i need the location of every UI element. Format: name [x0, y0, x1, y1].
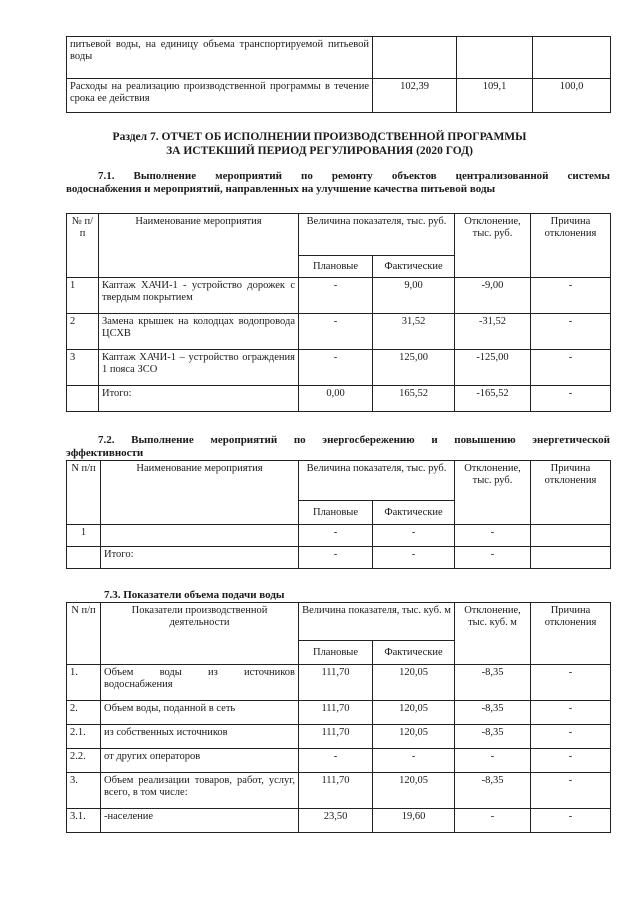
- paragraph-line: эффективности: [66, 447, 144, 459]
- header-reason: Причина отклонения: [531, 214, 611, 278]
- row-name: -население: [101, 809, 299, 833]
- row-deviation: -: [455, 809, 531, 833]
- top-table: [66, 36, 611, 113]
- header-deviation: Отклонение, тыс. руб.: [455, 214, 531, 278]
- row-label: Расходы на реализацию производственной программы в течение срока ее действия: [67, 79, 373, 113]
- row-plan: -: [299, 278, 373, 314]
- row-num: 1: [67, 278, 99, 314]
- row-reason: -: [531, 725, 611, 749]
- row-plan: 111,70: [299, 773, 373, 809]
- row-reason: -: [531, 386, 611, 412]
- table-header-row: [67, 603, 611, 641]
- header-num: N п/п: [67, 461, 101, 525]
- row-plan: -: [299, 350, 373, 386]
- row-name: Объем реализации товаров, работ, услуг, всего, в том числе:: [101, 773, 299, 809]
- header-name: Показатели производственной деятельности: [101, 603, 299, 665]
- subsection-7-1-heading: [66, 170, 610, 196]
- row-fact: 120,05: [373, 773, 455, 809]
- row-deviation: -125,00: [455, 350, 531, 386]
- subsection-7-2-heading: [66, 434, 610, 460]
- paragraph-line: 7.2. Выполнение мероприятий по энергосбережению и повышению энергетической: [98, 434, 610, 446]
- row-reason: -: [531, 278, 611, 314]
- table-row: [67, 525, 611, 547]
- energy-saving-table: [66, 460, 611, 569]
- row-name: из собственных источников: [101, 725, 299, 749]
- row-reason: [531, 547, 611, 569]
- row-num: 2.2.: [67, 749, 101, 773]
- row-reason: -: [531, 749, 611, 773]
- table-row: [67, 278, 611, 314]
- row-fact: 9,00: [373, 278, 455, 314]
- row-fact: 120,05: [373, 665, 455, 701]
- row-deviation: -8,35: [455, 701, 531, 725]
- row-name: Объем воды, поданной в сеть: [101, 701, 299, 725]
- row-name: Объем воды из источников водоснабжения: [101, 665, 299, 701]
- table-row: [67, 725, 611, 749]
- row-plan: -: [299, 749, 373, 773]
- row-name: от других операторов: [101, 749, 299, 773]
- row-num: 1.: [67, 665, 101, 701]
- header-num: № п/п: [67, 214, 99, 278]
- header-reason: Причина отклонения: [531, 461, 611, 525]
- row-deviation: -8,35: [455, 773, 531, 809]
- water-supply-table: [66, 602, 611, 833]
- table-row: [67, 809, 611, 833]
- row-fact: -: [373, 547, 455, 569]
- header-num: N п/п: [67, 603, 101, 665]
- header-plan: Плановые: [299, 501, 373, 525]
- header-value: Величина показателя, тыс. руб.: [299, 214, 455, 256]
- table-row: [67, 350, 611, 386]
- row-num: 2.: [67, 701, 101, 725]
- row-num: 3.1.: [67, 809, 101, 833]
- table-total-row: [67, 547, 611, 569]
- row-num: [67, 547, 101, 569]
- row-reason: -: [531, 350, 611, 386]
- value-cell: [457, 37, 533, 79]
- repair-measures-table: [66, 213, 611, 412]
- row-reason: -: [531, 809, 611, 833]
- table-row: [67, 314, 611, 350]
- header-value: Величина показателя, тыс. руб.: [299, 461, 455, 501]
- row-plan: 111,70: [299, 665, 373, 701]
- row-deviation: -9,00: [455, 278, 531, 314]
- row-plan: -: [299, 314, 373, 350]
- row-plan: 23,50: [299, 809, 373, 833]
- row-reason: -: [531, 773, 611, 809]
- paragraph-line: 7.3. Показатели объема подачи воды: [104, 589, 285, 601]
- table-header-row: [67, 461, 611, 501]
- paragraph-line: 7.1. Выполнение мероприятий по ремонту объектов централизованной системы: [98, 170, 610, 182]
- row-fact: 165,52: [373, 386, 455, 412]
- table-row: [67, 773, 611, 809]
- row-fact: -: [373, 749, 455, 773]
- paragraph-line: водоснабжения и мероприятий, направленных на улучшение качества питьевой воды: [66, 183, 496, 195]
- table-row: [67, 701, 611, 725]
- header-fact: Фактические: [373, 641, 455, 665]
- row-fact: 120,05: [373, 725, 455, 749]
- row-plan: 111,70: [299, 725, 373, 749]
- row-plan: -: [299, 547, 373, 569]
- row-plan: -: [299, 525, 373, 547]
- row-fact: -: [373, 525, 455, 547]
- table-total-row: [67, 386, 611, 412]
- header-plan: Плановые: [299, 256, 373, 278]
- header-fact: Фактические: [373, 501, 455, 525]
- header-deviation: Отклонение, тыс. руб.: [455, 461, 531, 525]
- section-title-line: ЗА ИСТЕКШИЙ ПЕРИОД РЕГУЛИРОВАНИЯ (2020 ГОД): [166, 145, 473, 157]
- row-deviation: -8,35: [455, 665, 531, 701]
- row-name: Каптаж ХАЧИ-1 – устройство ограждения 1 пояса ЗСО: [99, 350, 299, 386]
- row-fact: 120,05: [373, 701, 455, 725]
- header-reason: Причина отклонения: [531, 603, 611, 665]
- row-deviation: -: [455, 525, 531, 547]
- row-num: 2: [67, 314, 99, 350]
- row-name: [101, 525, 299, 547]
- value-cell: 100,0: [533, 79, 611, 113]
- header-deviation: Отклонение, тыс. куб. м: [455, 603, 531, 665]
- row-label: питьевой воды, на единицу объема транспортируемой питьевой воды: [67, 37, 373, 79]
- row-num: 3: [67, 350, 99, 386]
- row-name: Каптаж ХАЧИ-1 - устройство дорожек с твердым покрытием: [99, 278, 299, 314]
- table-header-row: [67, 214, 611, 256]
- row-fact: 19,60: [373, 809, 455, 833]
- value-cell: 109,1: [457, 79, 533, 113]
- table-row: [67, 665, 611, 701]
- row-num: [67, 386, 99, 412]
- row-num: 1: [67, 525, 101, 547]
- row-num: 3.: [67, 773, 101, 809]
- section-title: [0, 130, 639, 158]
- header-name: Наименование мероприятия: [99, 214, 299, 278]
- row-fact: 31,52: [373, 314, 455, 350]
- section-title-line: Раздел 7. ОТЧЕТ ОБ ИСПОЛНЕНИИ ПРОИЗВОДСТВЕННОЙ ПРОГРАММЫ: [112, 131, 527, 143]
- row-reason: [531, 525, 611, 547]
- row-num: 2.1.: [67, 725, 101, 749]
- table-row: [67, 79, 611, 113]
- row-fact: 125,00: [373, 350, 455, 386]
- row-deviation: -: [455, 547, 531, 569]
- header-name: Наименование мероприятия: [101, 461, 299, 525]
- subsection-7-3-heading: [104, 589, 504, 602]
- row-name: Итого:: [99, 386, 299, 412]
- row-deviation: -8,35: [455, 725, 531, 749]
- row-reason: -: [531, 701, 611, 725]
- table-row: [67, 37, 611, 79]
- header-value: Величина показателя, тыс. куб. м: [299, 603, 455, 641]
- table-row: [67, 749, 611, 773]
- row-reason: -: [531, 665, 611, 701]
- header-plan: Плановые: [299, 641, 373, 665]
- value-cell: [373, 37, 457, 79]
- header-fact: Фактические: [373, 256, 455, 278]
- row-plan: 0,00: [299, 386, 373, 412]
- row-reason: -: [531, 314, 611, 350]
- row-deviation: -31,52: [455, 314, 531, 350]
- row-name: Итого:: [101, 547, 299, 569]
- row-name: Замена крышек на колодцах водопровода ЦСХВ: [99, 314, 299, 350]
- row-plan: 111,70: [299, 701, 373, 725]
- value-cell: 102,39: [373, 79, 457, 113]
- row-deviation: -: [455, 749, 531, 773]
- value-cell: [533, 37, 611, 79]
- row-deviation: -165,52: [455, 386, 531, 412]
